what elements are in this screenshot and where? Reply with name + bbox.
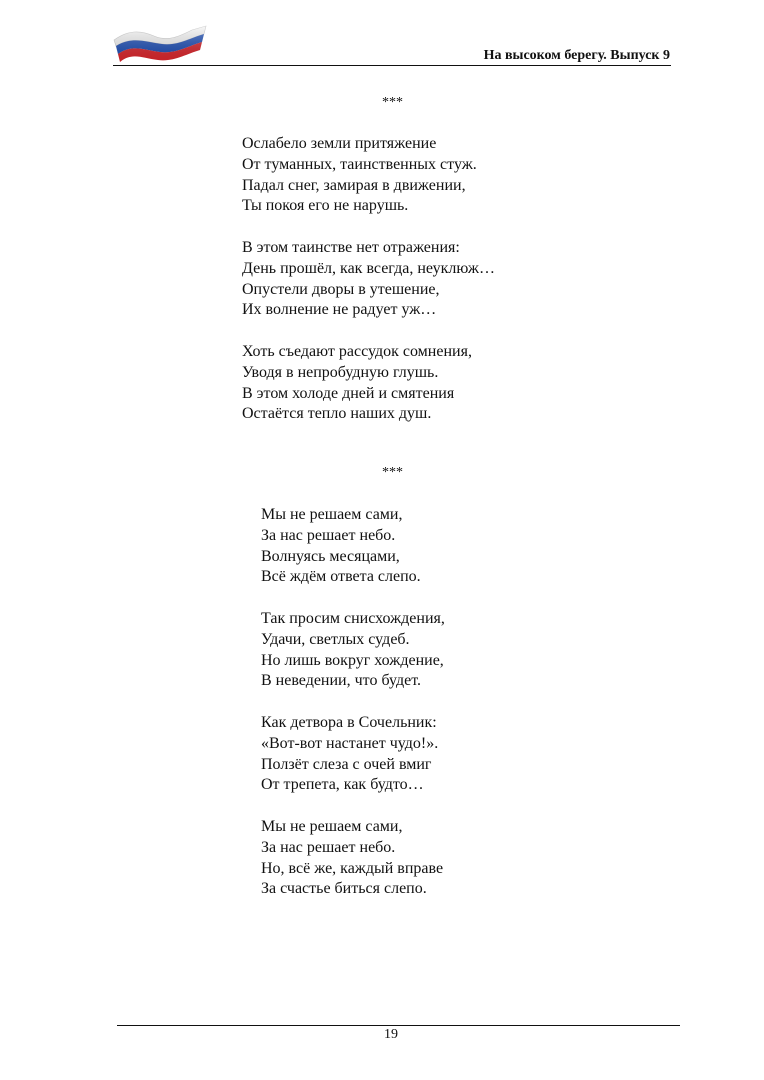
poem-line: Их волнение не радует уж… <box>242 301 437 319</box>
poem-line: Так просим снисхождения, <box>261 610 445 627</box>
poem-line: Хоть съедают рассудок сомнения, <box>242 343 472 360</box>
poem-line: Ты покоя его не нарушь. <box>242 197 409 215</box>
footer-divider <box>117 1025 680 1026</box>
poem-stanza <box>261 505 421 588</box>
poem-line: В этом холоде дней и смятения <box>242 384 455 402</box>
poem-line: В неведении, что будет. <box>261 672 421 690</box>
poem-line: Ползёт слеза с очей вмиг <box>261 755 432 773</box>
poem-line: Всё ждём ответа слепо. <box>261 568 421 586</box>
poem-line: Удачи, светлых судеб. <box>261 630 410 648</box>
poem-line: Остаётся тепло наших душ. <box>242 405 432 423</box>
poem-line: Волнуясь месяцами, <box>261 547 400 565</box>
russian-flag-ribbon-logo <box>110 22 210 68</box>
header-title: На высоком берегу. Выпуск 9 <box>483 48 670 63</box>
poem-line: За нас решает небо. <box>261 526 396 544</box>
header-divider <box>113 65 671 66</box>
poem-stanza <box>242 134 477 217</box>
poem-line: Ослабело земли притяжение <box>242 135 437 152</box>
poem-line: За нас решает небо. <box>261 838 396 856</box>
poem-line: «Вот-вот настанет чудо!». <box>261 734 439 752</box>
poem-line: Уводя в непробудную глушь. <box>242 363 439 381</box>
poem-line: За счастье биться слепо. <box>261 880 427 898</box>
poem-stanza <box>261 609 445 692</box>
poem-separator: *** <box>382 95 403 110</box>
poem-stanza <box>242 342 472 425</box>
poem-line: Падал снег, замирая в движении, <box>242 176 466 194</box>
poem-line: Как детвора в Сочельник: <box>261 714 437 731</box>
poem-line: Но лишь вокруг хождение, <box>261 651 444 669</box>
poem-stanza <box>242 238 495 321</box>
page-number: 19 <box>384 1027 398 1042</box>
poem-line: Но, всё же, каждый вправе <box>261 859 444 877</box>
poem-line: День прошёл, как всегда, неуклюж… <box>242 259 495 277</box>
poem-line: В этом таинстве нет отражения: <box>242 239 460 256</box>
poem-separator: *** <box>382 465 403 480</box>
poem-line: От туманных, таинственных стуж. <box>242 155 477 173</box>
poem-line: Мы не решаем сами, <box>261 818 403 835</box>
poem-stanza <box>261 713 438 796</box>
poem-line: Мы не решаем сами, <box>261 506 403 523</box>
poem-line: Опустели дворы в утешение, <box>242 280 440 298</box>
poem-line: От трепета, как будто… <box>261 776 424 794</box>
poem-stanza <box>261 817 443 900</box>
